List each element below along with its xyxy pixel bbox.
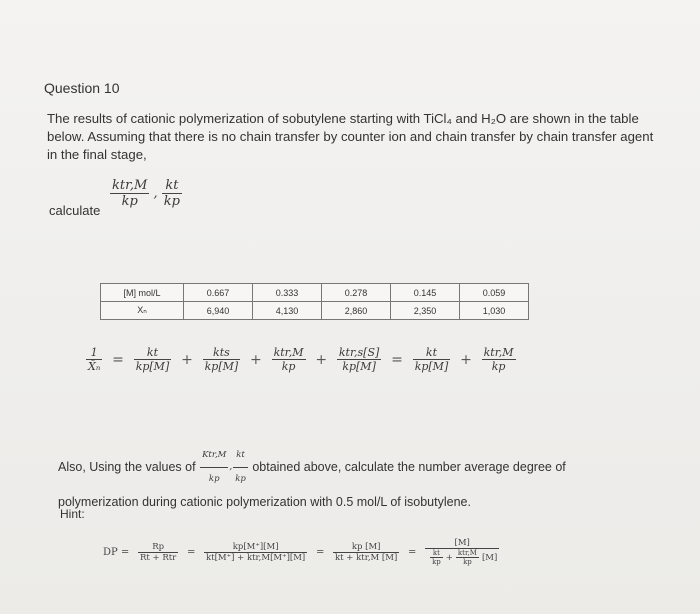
- table-cell: 2,860: [322, 302, 391, 320]
- term-1: $\frac{kt}{kp[M]}$: [135, 346, 170, 373]
- lhs-fraction: $\frac{1}{\text{X̄ₙ}}$: [88, 346, 101, 373]
- term-4: $\frac{\text{ktr,s[S]}}{kp[M]}$: [338, 346, 380, 373]
- row-label-xn: Xₙ: [101, 302, 184, 320]
- dp-equation: DP = $\frac{Rp}{\text{Rt + Rtr}}$ = $\frac{kp[M^+][M]}{\text{kt[M⁺] + ktr,M[M⁺][M]}}$ = $\frac{kp [M]}{\text{kt + ktr,M [M]}}$ = [M] $\frac{kt}{kp}$ + $\frac{\text{ktr,M}}{kp}$ [M]: [103, 538, 498, 566]
- term-2: $\frac{\text{kts}}{kp[M]}$: [204, 346, 239, 373]
- term-6: $\frac{\text{ktr,M}}{kp}$: [483, 346, 514, 373]
- table-cell: 6,940: [184, 302, 253, 320]
- table-row: [101, 284, 529, 302]
- dp-frac-4: [M] $\frac{kt}{kp}$ + $\frac{\text{ktr,M}}{kp}$ [M]: [425, 538, 499, 566]
- follow-up-question: Also, Using the values of $\frac{\text{Ktr,M}}{kp}$ , $\frac{kt}{kp}$ obtained above, calculate the number average degree of polymerization during cationic polymerization with 0.5 mol/L of isobutylene.: [58, 444, 618, 514]
- table-cell: 2,350: [391, 302, 460, 320]
- dp-frac-2: $\frac{kp[M^+][M]}{\text{kt[M⁺] + ktr,M[M⁺][M]}}$: [206, 541, 306, 563]
- row-label-m: [M] mol/L: [101, 284, 184, 302]
- target-ratios: $\frac{\text{ktr,M}}{kp}$ , $\frac{kt}{kp}$: [112, 178, 180, 209]
- question-text: The results of cationic polymerization of sobutylene starting with TiCl₄ and H₂O are shown in the table below. Assuming that there is no chain transfer by counter ion and chain transfer by chain transfer agent in the final stage,: [47, 111, 654, 162]
- term-5: $\frac{kt}{kp[M]}$: [414, 346, 449, 373]
- table-cell: 0.059: [460, 284, 529, 302]
- table-cell: 4,130: [253, 302, 322, 320]
- mayo-equation: $\frac{1}{\text{X̄ₙ}}$ = $\frac{kt}{kp[M]}$ + $\frac{\text{kts}}{kp[M]}$ + $\frac{\text{ktr,M}}{kp}$ + $\frac{\text{ktr,s[S]}}{kp[M]}$ = $\frac{kt}{kp[M]}$ + $\frac{\text{ktr,M}}{kp}$: [88, 346, 514, 373]
- ktrm-over-kp: $\frac{\text{ktr,M}}{kp}$: [112, 178, 148, 209]
- dp-frac-1: $\frac{Rp}{\text{Rt + Rtr}}$: [140, 541, 177, 563]
- table-row: [101, 302, 529, 320]
- table-cell: 0.145: [391, 284, 460, 302]
- ktrm-kp-inline: $\frac{\text{Ktr,M}}{kp}$: [200, 444, 228, 491]
- hint-label: Hint:: [60, 507, 85, 521]
- kt-over-kp: $\frac{kt}{kp}$: [163, 178, 180, 209]
- dp-frac-3: $\frac{kp [M]}{\text{kt + ktr,M [M]}}$: [335, 541, 398, 563]
- table-cell: 0.333: [253, 284, 322, 302]
- table-cell: 1,030: [460, 302, 529, 320]
- calculate-label: calculate: [49, 203, 101, 218]
- term-3: $\frac{\text{ktr,M}}{kp}$: [273, 346, 304, 373]
- data-table: [100, 283, 529, 320]
- table-cell: 0.278: [322, 284, 391, 302]
- kt-kp-inline: $\frac{kt}{kp}$: [233, 444, 248, 491]
- table-cell: 0.667: [184, 284, 253, 302]
- question-title: Question 10: [44, 80, 120, 96]
